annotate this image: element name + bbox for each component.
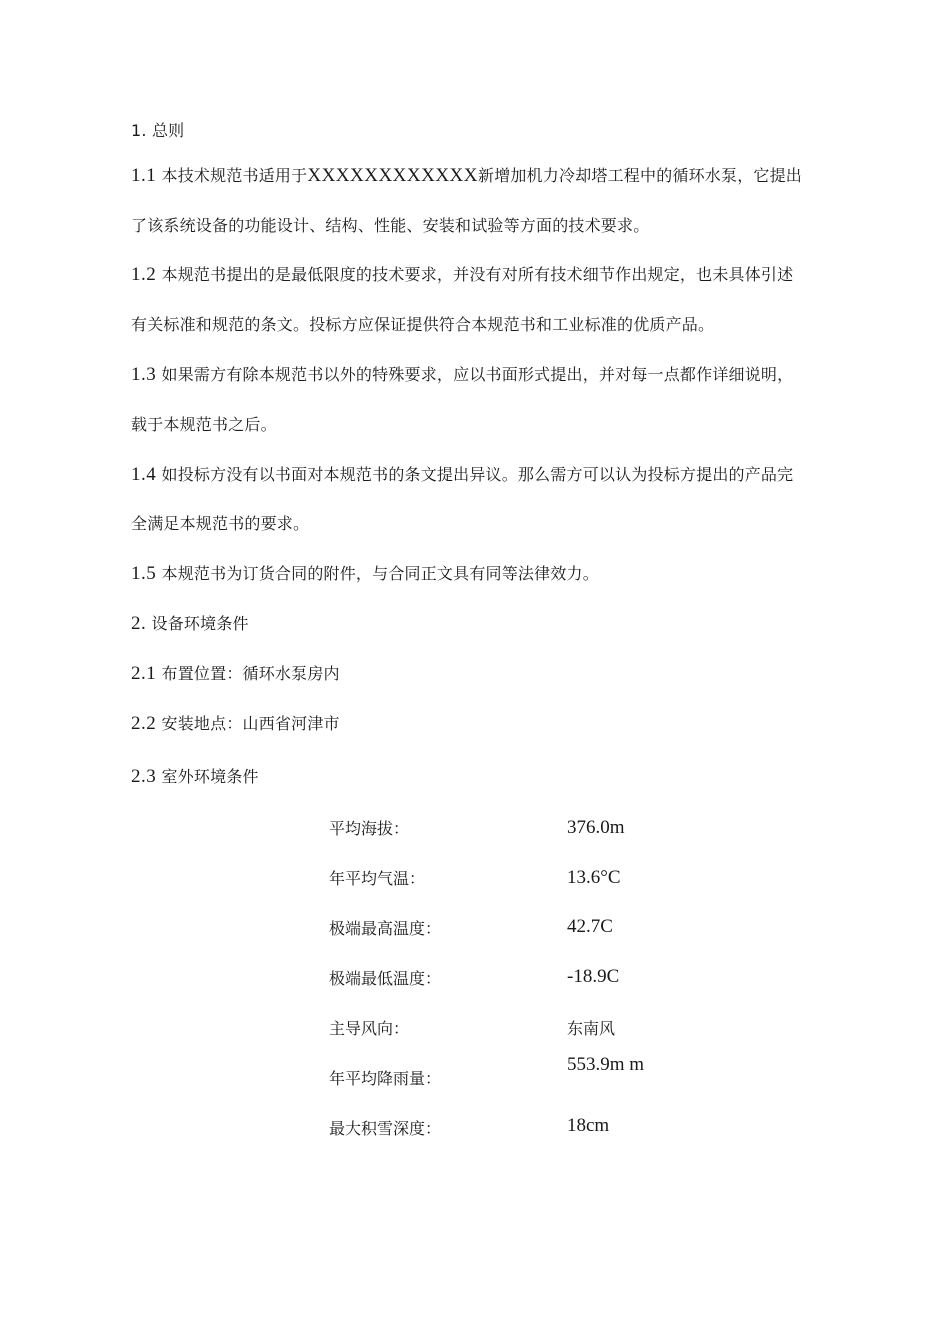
- paragraph-1-2-line-1: [131, 265, 793, 285]
- paragraph-1-1-text-line-2: 了该系统设备的功能设计、结构、性能、安装和试验等方面的技术要求。: [131, 216, 650, 235]
- paragraph-1-5-text: 本规范书为订货合同的附件，与合同正文具有同等法律效力。: [156, 564, 599, 583]
- section-2-heading: [131, 614, 249, 634]
- paragraph-1-4-line-2: [131, 514, 309, 534]
- paragraph-1-3-text-a: 如果需方有除本规范书以外的特殊要求，应以书面形式提出，并对每一点都作详细说明，: [156, 365, 794, 384]
- paragraph-1-1-placeholder: XXXXXXXXXXXX: [307, 165, 478, 186]
- condition-value: 13.6°C: [567, 867, 621, 888]
- paragraph-1-3-line-2: [131, 415, 277, 435]
- paragraph-1-2-line-2: [131, 315, 714, 335]
- condition-label: 主导风向：: [329, 1019, 410, 1038]
- section-2-heading-text: 设备环境条件: [146, 614, 249, 633]
- paragraph-1-5: [131, 564, 599, 584]
- condition-value: 376.0m: [567, 817, 625, 838]
- paragraph-1-4-text-a: 如投标方没有以书面对本规范书的条文提出异议。那么需方可以认为投标方提出的产品完: [156, 465, 794, 484]
- condition-value: 42.7C: [567, 916, 613, 937]
- section-1-heading: [131, 121, 184, 141]
- paragraph-2-1: [131, 664, 340, 684]
- condition-label: 平均海拔：: [329, 819, 410, 838]
- paragraph-2-1-number: 2.1: [131, 663, 157, 684]
- condition-label: 年平均气温：: [329, 869, 426, 888]
- paragraph-1-2-text-a: 本规范书提出的是最低限度的技术要求，并没有对所有技术细节作出规定，也未具体引述: [156, 265, 794, 284]
- paragraph-1-1-line-1: [131, 166, 802, 186]
- condition-value: 553.9m m: [567, 1054, 645, 1075]
- condition-value: -18.9C: [567, 966, 620, 987]
- paragraph-1-1-text-b: 新增加机力冷却塔工程中的循环水泵，它提出: [478, 166, 803, 185]
- paragraph-1-2-text-line-2: 有关标准和规范的条文。投标方应保证提供符合本规范书和工业标准的优质产品。: [131, 315, 715, 334]
- section-1-heading-text: 1. 总则: [131, 121, 185, 140]
- condition-label: 极端最低温度：: [329, 969, 442, 988]
- paragraph-1-3-text-line-2: 载于本规范书之后。: [131, 415, 277, 434]
- paragraph-2-3-text: 室外环境条件: [156, 767, 259, 786]
- paragraph-1-2-number: 1.2: [131, 264, 157, 285]
- paragraph-1-5-number: 1.5: [131, 563, 157, 584]
- paragraph-1-3-number: 1.3: [131, 364, 157, 385]
- paragraph-1-1-number: 1.1: [131, 165, 157, 186]
- paragraph-2-2: [131, 714, 340, 734]
- condition-label: 最大积雪深度：: [329, 1119, 442, 1138]
- paragraph-1-4-number: 1.4: [131, 464, 157, 485]
- condition-value: 东南风: [567, 1019, 616, 1038]
- section-2-number: 2.: [131, 613, 147, 634]
- condition-label: 年平均降雨量：: [329, 1069, 442, 1088]
- condition-label: 极端最高温度：: [329, 919, 442, 938]
- paragraph-2-3-number: 2.3: [131, 766, 157, 787]
- paragraph-2-2-text: 安装地点：山西省河津市: [156, 714, 340, 733]
- condition-value: 18cm: [567, 1115, 610, 1136]
- paragraph-1-4-text-line-2: 全满足本规范书的要求。: [131, 514, 310, 533]
- paragraph-1-1-text-a: 本技术规范书适用于: [156, 166, 308, 185]
- paragraph-2-3: [131, 767, 259, 787]
- paragraph-2-1-text: 布置位置：循环水泵房内: [156, 664, 340, 683]
- paragraph-1-4-line-1: [131, 465, 793, 485]
- paragraph-1-3-line-1: [131, 365, 793, 385]
- paragraph-1-1-line-2: [131, 216, 649, 236]
- paragraph-2-2-number: 2.2: [131, 713, 157, 734]
